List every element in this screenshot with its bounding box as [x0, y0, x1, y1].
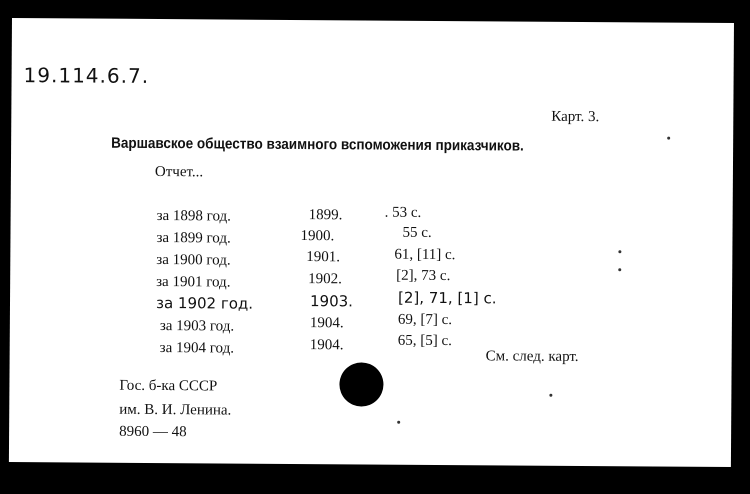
report-pub-year: 1903. — [309, 292, 354, 311]
report-year: за 1902 год. — [155, 294, 254, 313]
ink-speck — [667, 137, 670, 140]
report-year: за 1901 год. — [156, 274, 231, 291]
catalog-card — [9, 18, 734, 467]
ink-speck — [397, 421, 400, 424]
report-year: за 1900 год. — [156, 252, 231, 269]
catalog-number: 19.114.6.7. — [23, 63, 150, 88]
report-year: за 1898 год. — [156, 208, 231, 225]
report-year: за 1899 год. — [156, 230, 231, 247]
see-next-card: См. след. карт. — [485, 348, 579, 365]
ink-speck — [549, 394, 552, 397]
report-pages: 55 с. — [402, 224, 432, 241]
card-label: Карт. 3. — [551, 108, 600, 126]
report-pages: [2], 71, [1] с. — [397, 288, 497, 308]
report-pub-year: 1904. — [309, 315, 344, 332]
report-pages: [2], 73 с. — [396, 267, 451, 285]
library-line-1: Гос. б-ка СССР — [119, 377, 218, 395]
punch-hole — [339, 362, 383, 406]
report-pages: 65, [5] с. — [397, 332, 452, 350]
report-year: за 1903 год. — [159, 318, 235, 335]
library-line-2: им. В. И. Ленина. — [119, 401, 232, 419]
card-title: Варшавское общество взаимного вспоможения приказчиков. — [111, 134, 524, 155]
report-pages: . 53 с. — [384, 204, 422, 221]
library-line-3: 8960 — 48 — [119, 423, 187, 441]
report-pub-year: 1902. — [308, 271, 342, 288]
report-pages: 61, [11] с. — [394, 246, 456, 264]
card-subtitle: Отчет... — [154, 164, 204, 181]
report-pub-year: 1900. — [300, 228, 335, 245]
report-year: за 1904 год. — [159, 340, 235, 357]
report-pub-year: 1899. — [308, 207, 343, 224]
report-pages: 69, [7] с. — [397, 311, 453, 329]
ink-speck — [618, 250, 621, 253]
report-pub-year: 1901. — [306, 249, 341, 266]
ink-speck — [618, 268, 621, 271]
report-pub-year: 1904. — [309, 337, 344, 354]
